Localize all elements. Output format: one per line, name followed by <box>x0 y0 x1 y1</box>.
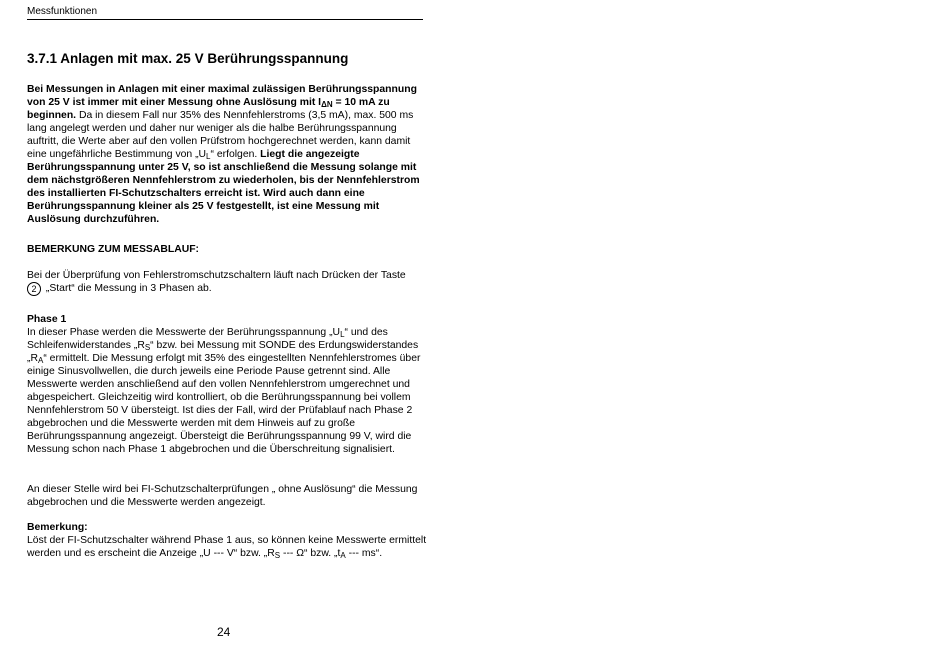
phase1-section <box>27 313 427 456</box>
subscript-s: S <box>144 343 151 352</box>
note-text-3: --- ms“. <box>345 548 383 559</box>
subscript-s: S <box>274 551 281 560</box>
phase1-text: In dieser Phase werden die Messwerte der Berührungsspannung „U <box>27 327 341 338</box>
section-title: 3.7.1 Anlagen mit max. 25 V Berührungsspannung <box>27 51 349 66</box>
key-2-icon: 2 <box>27 282 41 296</box>
phase1-text-4: “ ermittelt. Die Messung erfolgt mit 35% des eingestellten Nennfehlerstromes über einige Sinusvollwellen, die durch jeweils eine Periode Pause getrennt sind. Alle Messwerte werden anschließend auf den vollen Nennfehlerstrom umgerechnet und abgespeichert. Gleichzeitig wird kontrolliert, ob die Berührungsspannung bei vollem Nennfehlerstrom 50 V übersteigt. Ist dies der Fall, wird der Prüfablauf nach Phase 2 abgebrochen und die Messwerte werden mit dem Hinweis auf zu große Berührungsspannung angezeigt. Übersteigt die Berührungsspannung 99 V, wird die Messung schon nach Phase 1 abgebrochen und die Überschreitung signalisiert. <box>27 353 421 455</box>
intro-paragraph <box>27 83 427 226</box>
note-text: Löst der FI-Schutzschalter während Phase 1 aus, so können keine Messwerte ermittelt werden und es erscheint die Anzeige „U --- V“ bzw. „R <box>27 535 427 559</box>
note-text-2: --- Ω“ bzw. „t <box>280 548 341 559</box>
note-section <box>27 521 427 560</box>
subscript-delta-n: ΔN <box>321 100 333 109</box>
subscript-l: L <box>206 152 211 161</box>
phase1-heading: Phase 1 <box>27 314 67 325</box>
subscript-a: A <box>37 356 44 365</box>
phase1-text-3: “ bzw. bei Messung mit SONDE des Erdungswiderstandes „R <box>27 340 419 364</box>
procedure-paragraph <box>27 269 427 296</box>
intro-bold-text: Bei Messungen in Anlagen mit einer maximal zulässigen Berührungsspannung von 25 V ist immer mit einer Messung ohne Auslösung mit I <box>27 84 417 108</box>
procedure-text-cont: „Start“ die Messung in 3 Phasen ab. <box>43 283 212 294</box>
running-header: Messfunktionen <box>27 6 423 20</box>
fi-note-paragraph: An dieser Stelle wird bei FI-Schutzschalterprüfungen „ ohne Auslösung“ die Messung abgebrochen und die Messwerte werden angezeigt. <box>27 484 418 508</box>
subscript-l: L <box>340 330 345 339</box>
phase1-text-2: “ und des Schleifenwiderstandes „R <box>27 327 388 351</box>
intro-normal-text: Da in diesem Fall nur 35% des Nennfehlerstroms (3,5 mA), max. 500 ms lang angelegt werden und daher nur weniger als die halbe Berührungsspannung auftritt, die Werte aber auf den vollen Prüfstrom hochgerechnet werden, kann damit eine ungefährliche Bestimmung von „U <box>27 110 414 160</box>
intro-bold-text-cont: = 10 mA zu beginnen. <box>27 97 390 121</box>
procedure-text: Bei der Überprüfung von Fehlerstromschutzschaltern läuft nach Drücken der Taste <box>27 270 406 281</box>
intro-bold-warning: Liegt die angezeigte Berührungsspannung unter 25 V, so ist anschließend die Messung solange mit dem nächstgrößeren Nennfehlerstrom zu wiederholen, bis der Nennfehlerstrom des installierten FI-Schutzschalters erreicht ist. Wird auch dann eine Berührungsspannung kleiner als 25 V festgestellt, ist eine Messung mit Auslösung durchzuführen. <box>27 149 420 225</box>
remark-heading: BEMERKUNG ZUM MESSABLAUF: <box>27 244 200 255</box>
intro-normal-text-cont: “ erfolgen. <box>210 149 261 160</box>
subscript-a: A <box>340 551 346 560</box>
note-heading: Bemerkung: <box>27 522 88 533</box>
page-number: 24 <box>217 625 231 639</box>
